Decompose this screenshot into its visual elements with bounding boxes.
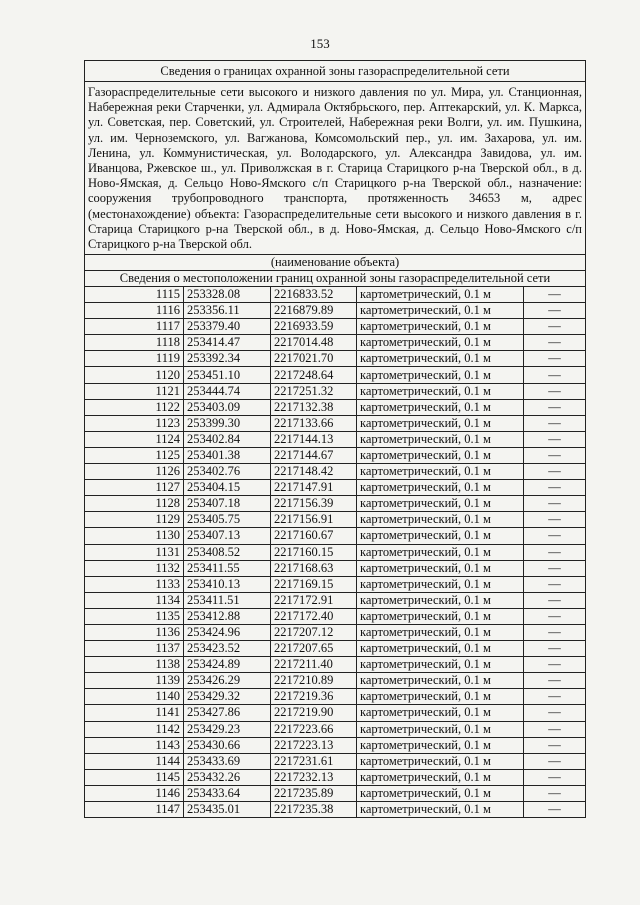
note-cell: — [524, 528, 586, 544]
section-title: Сведения о границах охранной зоны газораспределительной сети [85, 61, 585, 82]
coordinate-x-cell: 253411.51 [184, 592, 271, 608]
coordinate-y-cell: 2216933.59 [271, 319, 357, 335]
note-cell: — [524, 415, 586, 431]
note-cell: — [524, 544, 586, 560]
note-cell: — [524, 287, 586, 303]
accuracy-method-cell: картометрический, 0.1 м [357, 560, 524, 576]
accuracy-method-cell: картометрический, 0.1 м [357, 641, 524, 657]
note-cell: — [524, 785, 586, 801]
table-row [85, 319, 585, 335]
table-row [85, 802, 585, 818]
note-cell: — [524, 641, 586, 657]
table-row [85, 592, 585, 608]
point-number-cell: 1125 [85, 447, 184, 463]
object-name-caption: (наименование объекта) [85, 255, 585, 271]
note-cell: — [524, 576, 586, 592]
accuracy-method-cell: картометрический, 0.1 м [357, 512, 524, 528]
coordinate-y-cell: 2217133.66 [271, 415, 357, 431]
table-row [85, 576, 585, 592]
accuracy-method-cell: картометрический, 0.1 м [357, 431, 524, 447]
point-number-cell: 1116 [85, 303, 184, 319]
coordinate-x-cell: 253424.96 [184, 624, 271, 640]
table-row [85, 351, 585, 367]
coordinate-x-cell: 253423.52 [184, 641, 271, 657]
note-cell: — [524, 689, 586, 705]
table-row [85, 447, 585, 463]
table-row [85, 641, 585, 657]
coordinate-y-cell: 2217156.39 [271, 496, 357, 512]
accuracy-method-cell: картометрический, 0.1 м [357, 802, 524, 818]
note-cell: — [524, 512, 586, 528]
point-number-cell: 1139 [85, 673, 184, 689]
note-cell: — [524, 399, 586, 415]
coordinate-y-cell: 2217169.15 [271, 576, 357, 592]
table-row [85, 689, 585, 705]
page-number: 153 [310, 36, 330, 51]
coordinate-x-cell: 253424.89 [184, 657, 271, 673]
coordinate-x-cell: 253435.01 [184, 802, 271, 818]
point-number-cell: 1135 [85, 608, 184, 624]
note-cell: — [524, 431, 586, 447]
accuracy-method-cell: картометрический, 0.1 м [357, 624, 524, 640]
point-number-cell: 1121 [85, 383, 184, 399]
accuracy-method-cell: картометрический, 0.1 м [357, 447, 524, 463]
point-number-cell: 1131 [85, 544, 184, 560]
accuracy-method-cell: картометрический, 0.1 м [357, 528, 524, 544]
point-number-cell: 1122 [85, 399, 184, 415]
point-number-cell: 1144 [85, 753, 184, 769]
point-number-cell: 1134 [85, 592, 184, 608]
accuracy-method-cell: картометрический, 0.1 м [357, 464, 524, 480]
table-row [85, 287, 585, 303]
table-row [85, 769, 585, 785]
note-cell: — [524, 319, 586, 335]
note-cell: — [524, 351, 586, 367]
accuracy-method-cell: картометрический, 0.1 м [357, 576, 524, 592]
point-number-cell: 1143 [85, 737, 184, 753]
coordinate-x-cell: 253433.64 [184, 785, 271, 801]
coordinate-y-cell: 2217219.90 [271, 705, 357, 721]
coordinate-y-cell: 2217172.40 [271, 608, 357, 624]
point-number-cell: 1129 [85, 512, 184, 528]
note-cell: — [524, 447, 586, 463]
coordinate-y-cell: 2217160.15 [271, 544, 357, 560]
coordinate-x-cell: 253429.32 [184, 689, 271, 705]
point-number-cell: 1126 [85, 464, 184, 480]
accuracy-method-cell: картометрический, 0.1 м [357, 721, 524, 737]
coordinate-x-cell: 253444.74 [184, 383, 271, 399]
coordinate-y-cell: 2217211.40 [271, 657, 357, 673]
table-row [85, 512, 585, 528]
note-cell: — [524, 367, 586, 383]
coordinate-x-cell: 253328.08 [184, 287, 271, 303]
coordinate-y-cell: 2217156.91 [271, 512, 357, 528]
coordinate-x-cell: 253401.38 [184, 447, 271, 463]
note-cell: — [524, 335, 586, 351]
table-row [85, 673, 585, 689]
accuracy-method-cell: картометрический, 0.1 м [357, 689, 524, 705]
note-cell: — [524, 608, 586, 624]
note-cell: — [524, 560, 586, 576]
point-number-cell: 1138 [85, 657, 184, 673]
note-cell: — [524, 592, 586, 608]
accuracy-method-cell: картометрический, 0.1 м [357, 544, 524, 560]
point-number-cell: 1128 [85, 496, 184, 512]
coordinate-y-cell: 2217231.61 [271, 753, 357, 769]
point-number-cell: 1123 [85, 415, 184, 431]
coordinate-y-cell: 2217144.13 [271, 431, 357, 447]
accuracy-method-cell: картометрический, 0.1 м [357, 303, 524, 319]
table-row [85, 464, 585, 480]
table-row [85, 431, 585, 447]
accuracy-method-cell: картометрический, 0.1 м [357, 415, 524, 431]
accuracy-method-cell: картометрический, 0.1 м [357, 496, 524, 512]
location-section-title: Сведения о местоположении границ охранной зоны газораспределительной сети [85, 271, 585, 287]
table-row [85, 480, 585, 496]
boundary-document [84, 60, 586, 818]
table-row [85, 496, 585, 512]
accuracy-method-cell: картометрический, 0.1 м [357, 592, 524, 608]
coordinate-y-cell: 2217207.65 [271, 641, 357, 657]
coordinate-y-cell: 2217235.38 [271, 802, 357, 818]
point-number-cell: 1118 [85, 335, 184, 351]
coordinate-x-cell: 253392.34 [184, 351, 271, 367]
accuracy-method-cell: картометрический, 0.1 м [357, 737, 524, 753]
note-cell: — [524, 464, 586, 480]
coordinate-x-cell: 253403.09 [184, 399, 271, 415]
accuracy-method-cell: картометрический, 0.1 м [357, 769, 524, 785]
accuracy-method-cell: картометрический, 0.1 м [357, 673, 524, 689]
coordinate-x-cell: 253356.11 [184, 303, 271, 319]
point-number-cell: 1117 [85, 319, 184, 335]
coordinate-y-cell: 2217160.67 [271, 528, 357, 544]
accuracy-method-cell: картометрический, 0.1 м [357, 785, 524, 801]
point-number-cell: 1124 [85, 431, 184, 447]
coordinates-table [85, 287, 585, 817]
coordinate-x-cell: 253402.84 [184, 431, 271, 447]
point-number-cell: 1127 [85, 480, 184, 496]
coordinate-y-cell: 2217235.89 [271, 785, 357, 801]
coordinate-x-cell: 253407.18 [184, 496, 271, 512]
table-row [85, 335, 585, 351]
accuracy-method-cell: картометрический, 0.1 м [357, 399, 524, 415]
note-cell: — [524, 303, 586, 319]
coordinate-y-cell: 2217223.66 [271, 721, 357, 737]
point-number-cell: 1140 [85, 689, 184, 705]
coordinate-y-cell: 2217251.32 [271, 383, 357, 399]
coordinate-x-cell: 253430.66 [184, 737, 271, 753]
accuracy-method-cell: картометрический, 0.1 м [357, 657, 524, 673]
accuracy-method-cell: картометрический, 0.1 м [357, 367, 524, 383]
table-row [85, 399, 585, 415]
coordinate-y-cell: 2217147.91 [271, 480, 357, 496]
accuracy-method-cell: картометрический, 0.1 м [357, 383, 524, 399]
table-row [85, 303, 585, 319]
note-cell: — [524, 705, 586, 721]
coordinate-x-cell: 253399.30 [184, 415, 271, 431]
coordinate-x-cell: 253412.88 [184, 608, 271, 624]
point-number-cell: 1137 [85, 641, 184, 657]
point-number-cell: 1130 [85, 528, 184, 544]
point-number-cell: 1141 [85, 705, 184, 721]
object-description: Газораспределительные сети высокого и низкого давления по ул. Мира, ул. Станционная, Набережная реки Старченки, ул. Адмирала Октябрьского, пер. Аптекарский, ул. К. Маркса, ул. Советская, пер. Советский, ул. Строителей, Набережная реки Волги, ул. им. Пушкина, ул. им. Черноземского, ул. Вагжанова, Комсомольский пер., ул. им. Захарова, ул. им. Ленина, ул. Коммунистическая, ул. Володарского, ул. Александра Завидова, ул. им. Иванцова, Ржевское ш., ул. Приволжская в г. Старица Старицкого р-на Тверской обл., в д. Ново-Ямская, д. Сельцо Ново-Ямского с/п Старицкого р-на Тверской обл., назначение: сооружения трубопроводного транспорта, протяженность 34653 м, адрес (местонахождение) объекта: Газораспределительные сети высокого и низкого давления в г. Старица Старицкого р-на Тверской обл., в д. Ново-Ямская, д. Сельцо Ново-Ямского с/п Старицкого р-на Тверской обл. [85, 82, 585, 255]
table-row [85, 785, 585, 801]
point-number-cell: 1133 [85, 576, 184, 592]
table-row [85, 544, 585, 560]
table-row [85, 415, 585, 431]
note-cell: — [524, 657, 586, 673]
note-cell: — [524, 753, 586, 769]
coordinate-y-cell: 2217172.91 [271, 592, 357, 608]
table-row [85, 624, 585, 640]
point-number-cell: 1146 [85, 785, 184, 801]
coordinate-y-cell: 2216833.52 [271, 287, 357, 303]
note-cell: — [524, 802, 586, 818]
coordinate-x-cell: 253426.29 [184, 673, 271, 689]
coordinate-x-cell: 253414.47 [184, 335, 271, 351]
coordinate-x-cell: 253429.23 [184, 721, 271, 737]
coordinate-y-cell: 2217021.70 [271, 351, 357, 367]
table-row [85, 753, 585, 769]
coordinates-table-body [85, 287, 585, 817]
table-row [85, 383, 585, 399]
accuracy-method-cell: картометрический, 0.1 м [357, 287, 524, 303]
coordinate-x-cell: 253432.26 [184, 769, 271, 785]
accuracy-method-cell: картометрический, 0.1 м [357, 705, 524, 721]
coordinate-y-cell: 2217219.36 [271, 689, 357, 705]
note-cell: — [524, 673, 586, 689]
coordinate-y-cell: 2217014.48 [271, 335, 357, 351]
note-cell: — [524, 624, 586, 640]
note-cell: — [524, 721, 586, 737]
point-number-cell: 1145 [85, 769, 184, 785]
table-row [85, 560, 585, 576]
accuracy-method-cell: картометрический, 0.1 м [357, 335, 524, 351]
accuracy-method-cell: картометрический, 0.1 м [357, 753, 524, 769]
coordinate-y-cell: 2217232.13 [271, 769, 357, 785]
coordinate-y-cell: 2217223.13 [271, 737, 357, 753]
accuracy-method-cell: картометрический, 0.1 м [357, 480, 524, 496]
coordinate-x-cell: 253411.55 [184, 560, 271, 576]
point-number-cell: 1142 [85, 721, 184, 737]
note-cell: — [524, 480, 586, 496]
note-cell: — [524, 383, 586, 399]
point-number-cell: 1115 [85, 287, 184, 303]
note-cell: — [524, 496, 586, 512]
coordinate-y-cell: 2217248.64 [271, 367, 357, 383]
point-number-cell: 1120 [85, 367, 184, 383]
coordinate-y-cell: 2217168.63 [271, 560, 357, 576]
coordinate-x-cell: 253408.52 [184, 544, 271, 560]
table-row [85, 737, 585, 753]
coordinate-y-cell: 2216879.89 [271, 303, 357, 319]
coordinate-x-cell: 253402.76 [184, 464, 271, 480]
coordinate-x-cell: 253410.13 [184, 576, 271, 592]
coordinate-x-cell: 253451.10 [184, 367, 271, 383]
coordinate-y-cell: 2217132.38 [271, 399, 357, 415]
accuracy-method-cell: картометрический, 0.1 м [357, 351, 524, 367]
coordinate-x-cell: 253427.86 [184, 705, 271, 721]
table-row [85, 657, 585, 673]
table-row [85, 528, 585, 544]
point-number-cell: 1147 [85, 802, 184, 818]
point-number-cell: 1132 [85, 560, 184, 576]
point-number-cell: 1119 [85, 351, 184, 367]
coordinate-x-cell: 253407.13 [184, 528, 271, 544]
coordinate-x-cell: 253404.15 [184, 480, 271, 496]
table-row [85, 608, 585, 624]
accuracy-method-cell: картометрический, 0.1 м [357, 608, 524, 624]
note-cell: — [524, 737, 586, 753]
coordinate-x-cell: 253405.75 [184, 512, 271, 528]
note-cell: — [524, 769, 586, 785]
table-row [85, 721, 585, 737]
coordinate-y-cell: 2217207.12 [271, 624, 357, 640]
accuracy-method-cell: картометрический, 0.1 м [357, 319, 524, 335]
coordinate-x-cell: 253433.69 [184, 753, 271, 769]
table-row [85, 367, 585, 383]
coordinate-y-cell: 2217210.89 [271, 673, 357, 689]
table-row [85, 705, 585, 721]
coordinate-x-cell: 253379.40 [184, 319, 271, 335]
coordinate-y-cell: 2217144.67 [271, 447, 357, 463]
coordinate-y-cell: 2217148.42 [271, 464, 357, 480]
point-number-cell: 1136 [85, 624, 184, 640]
